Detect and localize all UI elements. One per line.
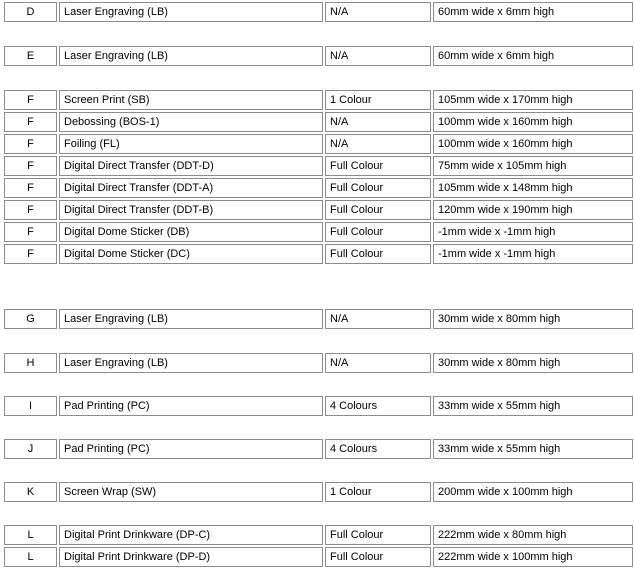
colours-cell: 1 Colour — [325, 482, 431, 502]
position-cell: D — [4, 2, 57, 22]
method-cell: Digital Direct Transfer (DDT-D) — [59, 156, 323, 176]
print-size-cell: 120mm wide x 190mm high — [433, 200, 633, 220]
position-cell: F — [4, 200, 57, 220]
method-cell: Screen Print (SB) — [59, 90, 323, 110]
method-cell: Foiling (FL) — [59, 134, 323, 154]
print-size-cell: 75mm wide x 105mm high — [433, 156, 633, 176]
position-cell: F — [4, 156, 57, 176]
colours-cell: N/A — [325, 2, 431, 22]
branding-option-row — [4, 90, 633, 110]
position-cell: G — [4, 309, 57, 329]
position-cell: H — [4, 353, 57, 373]
branding-group-table — [2, 0, 634, 24]
colours-cell: Full Colour — [325, 178, 431, 198]
print-size-cell: 200mm wide x 100mm high — [433, 482, 633, 502]
colours-cell: 4 Colours — [325, 396, 431, 416]
print-size-cell: 60mm wide x 6mm high — [433, 46, 633, 66]
branding-option-row — [4, 2, 633, 22]
branding-option-row — [4, 525, 633, 545]
colours-cell: N/A — [325, 353, 431, 373]
branding-option-row — [4, 156, 633, 176]
position-cell: F — [4, 134, 57, 154]
branding-group-table — [2, 351, 634, 375]
print-size-cell: 60mm wide x 6mm high — [433, 2, 633, 22]
branding-option-row — [4, 482, 633, 502]
branding-option-row — [4, 46, 633, 66]
print-size-cell: 105mm wide x 170mm high — [433, 90, 633, 110]
method-cell: Digital Direct Transfer (DDT-B) — [59, 200, 323, 220]
branding-group-table — [2, 480, 634, 504]
branding-group-table — [2, 523, 634, 569]
colours-cell: N/A — [325, 112, 431, 132]
position-cell: J — [4, 439, 57, 459]
print-size-cell: 222mm wide x 100mm high — [433, 547, 633, 567]
branding-option-row — [4, 200, 633, 220]
print-size-cell: 100mm wide x 160mm high — [433, 134, 633, 154]
branding-group-table — [2, 437, 634, 461]
method-cell: Pad Printing (PC) — [59, 396, 323, 416]
branding-option-row — [4, 112, 633, 132]
method-cell: Screen Wrap (SW) — [59, 482, 323, 502]
position-cell: I — [4, 396, 57, 416]
branding-option-row — [4, 222, 633, 242]
method-cell: Laser Engraving (LB) — [59, 46, 323, 66]
colours-cell: Full Colour — [325, 200, 431, 220]
colours-cell: 1 Colour — [325, 90, 431, 110]
branding-option-row — [4, 439, 633, 459]
branding-group-table — [2, 394, 634, 418]
branding-option-row — [4, 353, 633, 373]
position-cell: F — [4, 90, 57, 110]
print-size-cell: 33mm wide x 55mm high — [433, 396, 633, 416]
position-cell: F — [4, 222, 57, 242]
print-size-cell: 100mm wide x 160mm high — [433, 112, 633, 132]
print-size-cell: 105mm wide x 148mm high — [433, 178, 633, 198]
branding-option-row — [4, 244, 633, 264]
position-cell: F — [4, 178, 57, 198]
method-cell: Digital Print Drinkware (DP-C) — [59, 525, 323, 545]
method-cell: Laser Engraving (LB) — [59, 309, 323, 329]
colours-cell: Full Colour — [325, 156, 431, 176]
print-size-cell: -1mm wide x -1mm high — [433, 244, 633, 264]
position-cell: F — [4, 112, 57, 132]
colours-cell: Full Colour — [325, 244, 431, 264]
print-size-cell: -1mm wide x -1mm high — [433, 222, 633, 242]
method-cell: Debossing (BOS-1) — [59, 112, 323, 132]
branding-group-table — [2, 307, 634, 331]
colours-cell: N/A — [325, 46, 431, 66]
colours-cell: 4 Colours — [325, 439, 431, 459]
branding-option-row — [4, 547, 633, 567]
position-cell: K — [4, 482, 57, 502]
method-cell: Laser Engraving (LB) — [59, 353, 323, 373]
print-size-cell: 222mm wide x 80mm high — [433, 525, 633, 545]
branding-option-row — [4, 178, 633, 198]
colours-cell: Full Colour — [325, 222, 431, 242]
position-cell: L — [4, 525, 57, 545]
method-cell: Laser Engraving (LB) — [59, 2, 323, 22]
colours-cell: Full Colour — [325, 525, 431, 545]
method-cell: Digital Dome Sticker (DC) — [59, 244, 323, 264]
method-cell: Digital Direct Transfer (DDT-A) — [59, 178, 323, 198]
method-cell: Digital Dome Sticker (DB) — [59, 222, 323, 242]
position-cell: F — [4, 244, 57, 264]
print-size-cell: 30mm wide x 80mm high — [433, 353, 633, 373]
branding-option-row — [4, 309, 633, 329]
colours-cell: Full Colour — [325, 547, 431, 567]
print-size-cell: 30mm wide x 80mm high — [433, 309, 633, 329]
method-cell: Pad Printing (PC) — [59, 439, 323, 459]
print-size-cell: 33mm wide x 55mm high — [433, 439, 633, 459]
colours-cell: N/A — [325, 309, 431, 329]
colours-cell: N/A — [325, 134, 431, 154]
branding-group-table — [2, 88, 634, 266]
method-cell: Digital Print Drinkware (DP-D) — [59, 547, 323, 567]
branding-option-row — [4, 134, 633, 154]
position-cell: L — [4, 547, 57, 567]
branding-group-table — [2, 44, 634, 68]
branding-option-row — [4, 396, 633, 416]
position-cell: E — [4, 46, 57, 66]
